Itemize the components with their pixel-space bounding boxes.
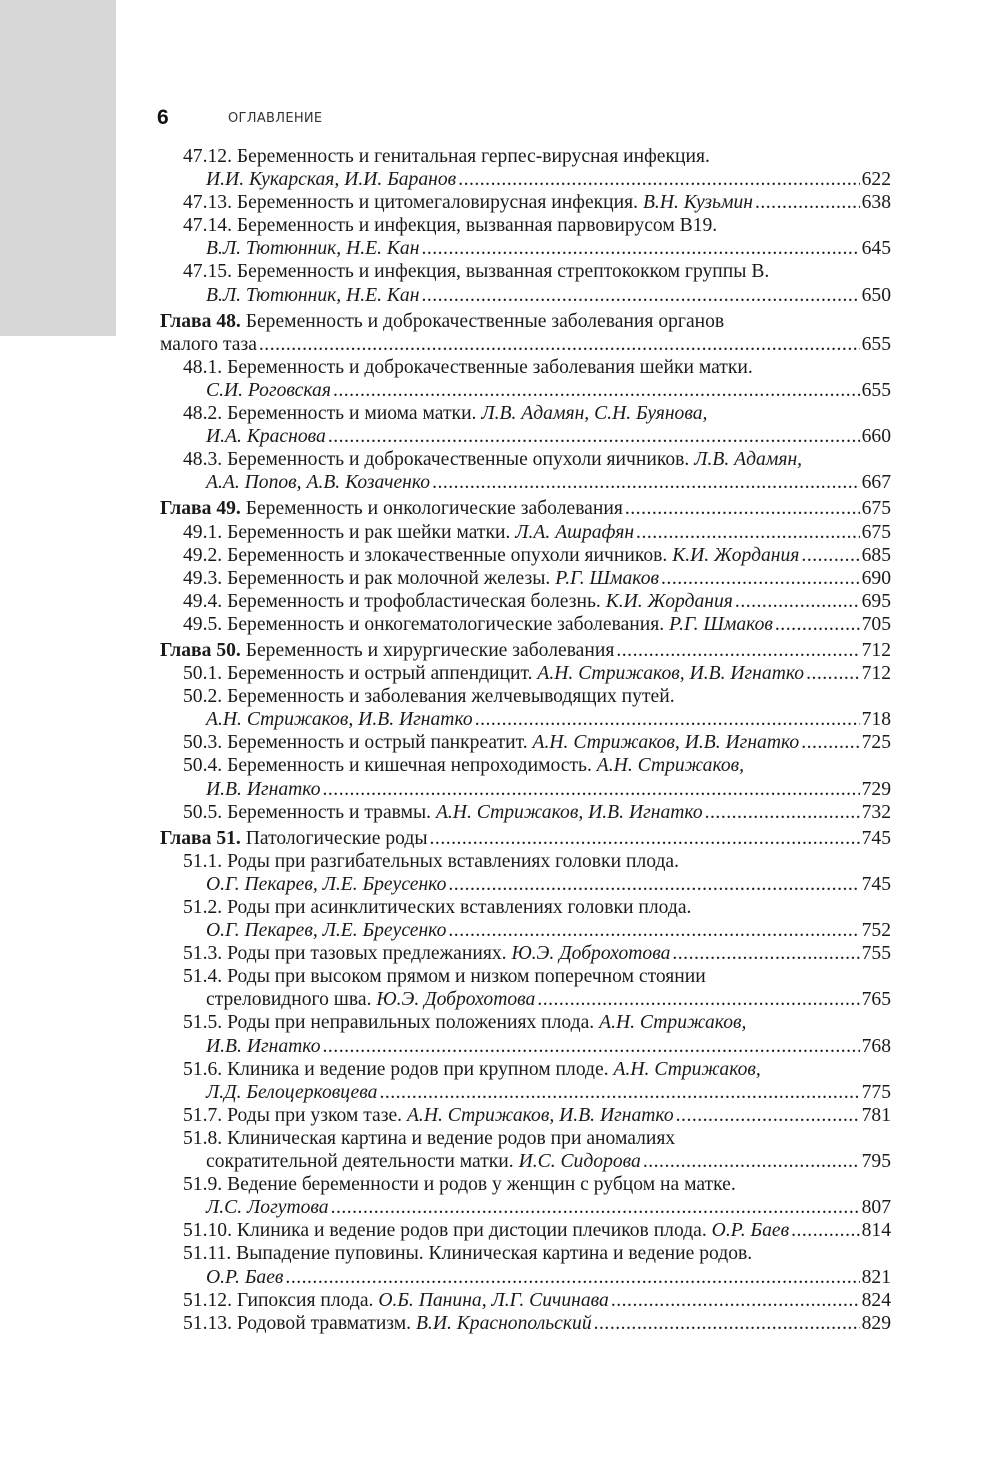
entry-authors: В.Л. Тютюнник, Н.Е. Кан: [206, 284, 420, 306]
toc-section-entry[interactable]: [183, 1127, 891, 1173]
entry-title: 51.3. Роды при тазовых предлежаниях.: [183, 943, 512, 965]
toc-line: [183, 1289, 891, 1312]
entry-authors: Л.В. Адамян,: [694, 449, 803, 471]
dot-leader: [331, 1196, 860, 1219]
toc-line: [183, 873, 891, 896]
dot-leader: [806, 662, 860, 685]
entry-authors: А.Н. Стрижаков, И.В. Игнатко: [206, 709, 473, 731]
dot-leader: [475, 708, 860, 731]
toc-section-entry[interactable]: [183, 1058, 891, 1104]
toc-section-entry[interactable]: [183, 613, 891, 636]
entry-page-number[interactable]: 795: [861, 1151, 891, 1173]
entry-authors: К.И. Жордания: [672, 544, 800, 566]
toc-section-entry[interactable]: [183, 191, 891, 214]
dot-leader: [705, 801, 860, 824]
entry-page-number[interactable]: 718: [861, 709, 891, 731]
entry-title: 51.12. Гипоксия плода.: [183, 1289, 379, 1311]
toc-line: [183, 778, 891, 801]
entry-authors: О.Р. Баев: [711, 1220, 790, 1242]
toc-line: [183, 237, 891, 260]
entry-authors: А.Н. Стрижаков, И.В. Игнатко: [532, 732, 800, 754]
entry-page-number[interactable]: 667: [861, 472, 891, 494]
entry-page-number[interactable]: 650: [861, 284, 891, 306]
toc-section-entry[interactable]: [183, 662, 891, 685]
toc-line: [183, 191, 891, 214]
chapter-label: Глава 48.: [160, 310, 241, 332]
dot-leader: [672, 942, 859, 965]
dot-leader: [379, 1081, 859, 1104]
toc-line: [183, 1081, 891, 1104]
toc-section-entry[interactable]: [183, 1289, 891, 1312]
table-of-contents: [0, 145, 1000, 1335]
entry-title: 51.10. Клиника и ведение родов при дистоции плечиков плода.: [183, 1220, 712, 1242]
entry-authors: Р.Г. Шмаков: [669, 613, 773, 635]
entry-title: 49.1. Беременность и рак шейки матки.: [183, 521, 516, 543]
entry-authors: А.Н. Стрижаков, И.В. Игнатко: [406, 1104, 674, 1126]
toc-line: [183, 850, 891, 873]
toc-line: [183, 521, 891, 544]
toc-line: [183, 448, 891, 471]
toc-line: [160, 497, 891, 520]
toc-line: [183, 402, 891, 425]
dot-leader: [625, 497, 860, 520]
entry-page-number[interactable]: 685: [861, 544, 891, 566]
toc-line: [183, 801, 891, 824]
toc-section-entry[interactable]: [183, 590, 891, 613]
entry-title: 51.5. Роды при неправильных положениях плода.: [183, 1012, 600, 1034]
toc-line: [183, 544, 891, 567]
toc-line: [183, 896, 891, 919]
entry-authors: Ю.Э. Доброхотова: [511, 943, 671, 965]
dot-leader: [537, 988, 859, 1011]
entry-page-number[interactable]: 781: [861, 1104, 891, 1126]
entry-title: 47.13. Беременность и цитомегаловирусная инфекция.: [183, 192, 643, 214]
dot-leader: [616, 639, 859, 662]
entry-title: 48.3. Беременность и доброкачественные опухоли яичников.: [183, 449, 695, 471]
dot-leader: [458, 168, 859, 191]
chapter-label: Глава 51.: [160, 827, 241, 849]
toc-section-entry[interactable]: [183, 1312, 891, 1335]
toc-line: [183, 1196, 891, 1219]
toc-line: [160, 639, 891, 662]
entry-page-number[interactable]: 755: [861, 943, 891, 965]
entry-title: 50.5. Беременность и травмы.: [183, 801, 436, 823]
entry-page-number[interactable]: 732: [861, 801, 891, 823]
entry-authors: Л.С. Логутова: [206, 1197, 329, 1219]
toc-section-entry[interactable]: [183, 731, 891, 754]
entry-title: 51.1. Роды при разгибательных вставлениях головки плода.: [183, 850, 680, 872]
toc-section-entry[interactable]: [183, 896, 891, 942]
entry-authors: Р.Г. Шмаков: [555, 567, 660, 589]
chapter-label: Глава 50.: [160, 639, 241, 661]
entry-page-number[interactable]: 690: [861, 567, 891, 589]
entry-authors: Л.В. Адамян, С.Н. Буянова,: [481, 403, 708, 425]
entry-authors: В.Л. Тютюнник, Н.Е. Кан: [206, 238, 420, 260]
entry-page-number[interactable]: 638: [861, 192, 891, 214]
entry-page-number[interactable]: 729: [861, 778, 891, 800]
toc-line: [160, 310, 891, 333]
page-number: 6: [157, 106, 169, 129]
toc-section-entry[interactable]: [183, 1219, 891, 1242]
toc-line: [183, 942, 891, 965]
entry-authors: А.А. Попов, А.В. Козаченко: [206, 472, 431, 494]
dot-leader: [259, 333, 860, 356]
toc-line: [183, 754, 891, 777]
toc-line: [160, 827, 891, 850]
entry-page-number[interactable]: 705: [861, 613, 891, 635]
entry-title: 49.3. Беременность и рак молочной железы.: [183, 567, 556, 589]
entry-title: 48.2. Беременность и миома матки.: [183, 403, 482, 425]
entry-page-number[interactable]: 725: [861, 732, 891, 754]
entry-authors: В.И. Краснопольский: [415, 1312, 592, 1334]
entry-page-number[interactable]: 622: [861, 169, 891, 191]
entry-authors: О.Б. Панина, Л.Г. Сичинава: [378, 1289, 609, 1311]
entry-title: 51.2. Роды при асинклитических вставлениях головки плода.: [183, 897, 692, 918]
toc-section-entry[interactable]: [183, 1173, 891, 1219]
entry-title: 51.4. Роды при высоком прямом и низком поперечном стоянии: [183, 966, 706, 988]
dot-leader: [421, 284, 859, 307]
running-head: ОГЛАВЛЕНИЕ: [228, 111, 323, 126]
entry-title: малого таза: [160, 333, 257, 355]
chapter-label: Глава 49.: [160, 498, 241, 520]
entry-authors: И.В. Игнатко: [206, 778, 321, 800]
entry-title: 51.9. Ведение беременности и родов у женщин с рубцом на матке.: [183, 1174, 736, 1196]
toc-line: [183, 379, 891, 402]
toc-section-entry[interactable]: [183, 965, 891, 1011]
toc-section-entry[interactable]: [183, 567, 891, 590]
entry-page-number[interactable]: 745: [861, 827, 891, 849]
dot-leader: [430, 827, 860, 850]
toc-line: [183, 471, 891, 494]
toc-section-entry[interactable]: [183, 754, 891, 800]
entry-page-number[interactable]: 712: [861, 639, 891, 661]
dot-leader: [432, 471, 860, 494]
entry-title: сократительной деятельности матки.: [206, 1151, 519, 1173]
entry-page-number[interactable]: 821: [861, 1266, 891, 1288]
entry-title: 47.14. Беременность и инфекция, вызванная парвовирусом B19.: [183, 215, 718, 237]
entry-title: Патологические роды: [240, 827, 428, 849]
entry-authors: В.Н. Кузьмин: [642, 192, 753, 214]
dot-leader: [611, 1289, 860, 1312]
toc-line: [183, 260, 891, 283]
toc-line: [183, 662, 891, 685]
toc-line: [183, 214, 891, 237]
toc-line: [183, 1312, 891, 1335]
toc-section-entry[interactable]: [183, 356, 891, 402]
toc-line: [183, 613, 891, 636]
entry-page-number[interactable]: 807: [861, 1197, 891, 1219]
dot-leader: [755, 191, 860, 214]
toc-line: [183, 685, 891, 708]
entry-page-number[interactable]: 675: [861, 498, 891, 520]
entry-page-number[interactable]: 645: [861, 238, 891, 260]
toc-line: [183, 1127, 891, 1150]
toc-line: [183, 731, 891, 754]
entry-authors: Л.Д. Белоцерковцева: [206, 1081, 378, 1103]
entry-page-number[interactable]: 712: [861, 663, 891, 685]
entry-page-number[interactable]: 695: [861, 590, 891, 612]
entry-page-number[interactable]: 675: [861, 521, 891, 543]
toc-section-entry[interactable]: [183, 214, 891, 260]
entry-title: 50.3. Беременность и острый панкреатит.: [183, 732, 533, 754]
toc-section-entry[interactable]: [183, 942, 891, 965]
entry-authors: И.И. Кукарская, И.И. Баранов: [206, 169, 457, 191]
entry-title: 51.7. Роды при узком тазе.: [183, 1104, 407, 1126]
toc-line: [183, 356, 891, 379]
entry-authors: А.Н. Стрижаков,: [596, 755, 745, 777]
entry-title: 51.13. Родовой травматизм.: [183, 1312, 416, 1334]
entry-page-number[interactable]: 829: [861, 1312, 891, 1334]
entry-title: 51.6. Клиника и ведение родов при крупном плоде.: [183, 1058, 614, 1080]
entry-page-number[interactable]: 768: [861, 1035, 891, 1057]
dot-leader: [636, 521, 860, 544]
dot-leader: [801, 731, 859, 754]
toc-line: [183, 168, 891, 191]
toc-section-entry[interactable]: [183, 521, 891, 544]
dot-leader: [594, 1312, 860, 1335]
entry-page-number[interactable]: 824: [861, 1289, 891, 1311]
entry-authors: К.И. Жордания: [605, 590, 733, 612]
entry-authors: А.Н. Стрижаков,: [599, 1012, 747, 1034]
dot-leader: [735, 590, 860, 613]
entry-authors: И.В. Игнатко: [206, 1035, 321, 1057]
dot-leader: [448, 873, 859, 896]
entry-title: 47.15. Беременность и инфекция, вызванная стрептококком группы B.: [183, 261, 770, 283]
dot-leader: [333, 379, 860, 402]
dot-leader: [323, 778, 860, 801]
toc-line: [183, 1104, 891, 1127]
entry-title: 51.8. Клиническая картина и ведение родов при аномалиях: [183, 1127, 676, 1149]
toc-line: [183, 1173, 891, 1196]
toc-line: [183, 708, 891, 731]
entry-title: 50.2. Беременность и заболевания желчевыводящих путей.: [183, 686, 675, 708]
toc-line: [183, 1150, 891, 1173]
entry-title: стреловидного шва.: [206, 989, 377, 1011]
dot-leader: [801, 544, 859, 567]
dot-leader: [775, 613, 860, 636]
toc-line: [183, 988, 891, 1011]
entry-authors: И.С. Сидорова: [518, 1151, 641, 1173]
toc-line: [183, 425, 891, 448]
dot-leader: [285, 1266, 859, 1289]
dot-leader: [661, 567, 860, 590]
toc-line: [183, 145, 891, 168]
dot-leader: [643, 1150, 860, 1173]
entry-authors: И.А. Краснова: [206, 426, 326, 448]
entry-title: 47.12. Беременность и генитальная герпес-вирусная инфекция.: [183, 146, 710, 167]
toc-chapter-entry[interactable]: [160, 639, 891, 662]
entry-title: 50.1. Беременность и острый аппендицит.: [183, 663, 538, 685]
entry-title: 50.4. Беременность и кишечная непроходимость.: [183, 755, 597, 777]
toc-line: [183, 590, 891, 613]
toc-line: [183, 965, 891, 988]
toc-section-entry[interactable]: [183, 1011, 891, 1057]
toc-line: [183, 919, 891, 942]
entry-authors: Л.А. Ашрафян: [515, 521, 635, 543]
entry-title: 48.1. Беременность и доброкачественные заболевания шейки матки.: [183, 356, 753, 378]
entry-authors: А.Н. Стрижаков,: [613, 1058, 761, 1080]
toc-section-entry[interactable]: [183, 260, 891, 306]
entry-authors: С.И. Роговская: [206, 379, 331, 401]
toc-section-entry[interactable]: [183, 850, 891, 896]
dot-leader: [421, 237, 859, 260]
toc-section-entry[interactable]: [183, 448, 891, 494]
entry-page-number[interactable]: 655: [861, 333, 891, 355]
entry-title: 49.4. Беременность и трофобластическая болезнь.: [183, 590, 606, 612]
entry-page-number[interactable]: 775: [861, 1081, 891, 1103]
entry-page-number[interactable]: 660: [861, 426, 891, 448]
toc-line: [183, 1011, 891, 1034]
entry-title: 49.5. Беременность и онкогематологические заболевания.: [183, 613, 670, 635]
entry-page-number[interactable]: 752: [861, 920, 891, 942]
entry-title: Беременность и доброкачественные заболевания органов: [240, 310, 725, 332]
dot-leader: [323, 1035, 860, 1058]
entry-page-number[interactable]: 765: [861, 989, 891, 1011]
toc-line: [160, 333, 891, 356]
dot-leader: [791, 1219, 860, 1242]
entry-authors: О.Г. Пекарев, Л.Е. Бреусенко: [206, 920, 447, 942]
entry-authors: О.Р. Баев: [206, 1266, 284, 1288]
entry-page-number[interactable]: 814: [861, 1220, 891, 1242]
dot-leader: [676, 1104, 860, 1127]
entry-page-number[interactable]: 655: [861, 379, 891, 401]
toc-line: [183, 284, 891, 307]
toc-line: [183, 1035, 891, 1058]
toc-section-entry[interactable]: [183, 1242, 891, 1288]
toc-line: [183, 1242, 891, 1265]
toc-line: [183, 1058, 891, 1081]
entry-authors: Ю.Э. Доброхотова: [376, 989, 536, 1011]
entry-authors: А.Н. Стрижаков, И.В. Игнатко: [435, 801, 703, 823]
toc-chapter-entry[interactable]: [160, 497, 891, 520]
toc-section-entry[interactable]: [183, 544, 891, 567]
toc-line: [183, 1219, 891, 1242]
entry-authors: А.Н. Стрижаков, И.В. Игнатко: [537, 663, 805, 685]
toc-line: [183, 567, 891, 590]
entry-title: 51.11. Выпадение пуповины. Клиническая картина и ведение родов.: [183, 1243, 753, 1265]
toc-chapter-entry[interactable]: [160, 827, 891, 850]
dot-leader: [448, 919, 859, 942]
dot-leader: [328, 425, 860, 448]
toc-section-entry[interactable]: [183, 402, 891, 448]
entry-title: Беременность и хирургические заболевания: [240, 639, 615, 661]
entry-title: 49.2. Беременность и злокачественные опухоли яичников.: [183, 544, 673, 566]
toc-chapter-entry[interactable]: [160, 310, 891, 356]
entry-authors: О.Г. Пекарев, Л.Е. Бреусенко: [206, 873, 447, 895]
toc-section-entry[interactable]: [183, 801, 891, 824]
entry-page-number[interactable]: 745: [861, 873, 891, 895]
toc-section-entry[interactable]: [183, 685, 891, 731]
toc-line: [183, 1266, 891, 1289]
toc-section-entry[interactable]: [183, 1104, 891, 1127]
toc-section-entry[interactable]: [183, 145, 891, 191]
entry-title: Беременность и онкологические заболевания: [240, 498, 623, 520]
